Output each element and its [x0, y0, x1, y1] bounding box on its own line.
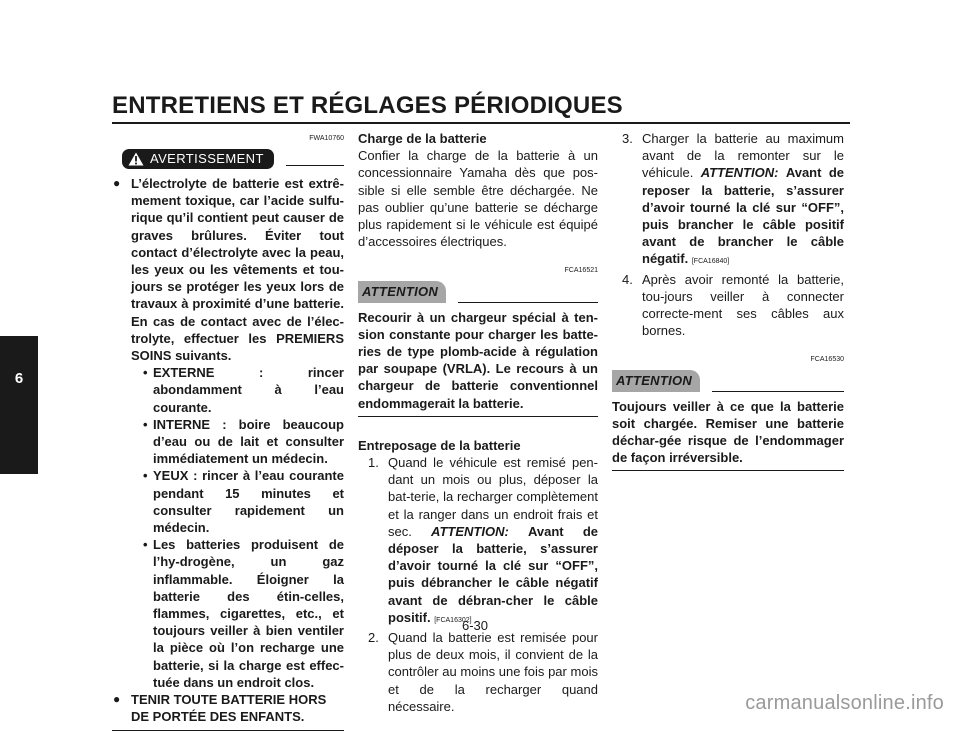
watermark: carmanualsonline.info [745, 692, 944, 714]
warning-rule [286, 165, 344, 166]
attention-text: Toujours veiller à ce que la batterie soit chargée. Remiser une batterie déchar-gée risque de l’endommager de façon irréversible. [612, 398, 844, 466]
attention-code: FCA16530 [810, 356, 844, 364]
page-number: 6-30 [462, 618, 489, 633]
attention-text: Recourir à un chargeur spécial à ten-sion constante pour charger les batte-ries de type plomb-acide à régulation par soupape (VRLA). Le recours à un chargeur de batterie conventionnel endommagerait la batterie. [358, 309, 598, 411]
list-item: 4. Après avoir remonté la batterie, tou-jours veiller à connecter correcte-ment ses câbles aux bornes. [622, 271, 844, 339]
list-item: 1. Quand le véhicule est remisé pen-dant un mois ou plus, déposer la bat-terie, la recharger complètement et la ranger dans un endroit frais et sec. ATTENTION: Avant de déposer la batterie, s’assurer d’avoir tourné la clé sur “OFF”, puis débrancher le câble négatif avant de débran-cher le câble positif. [FCA16302] [368, 455, 598, 625]
first-aid-item: • Les batteries produisent de l’hy-drogène, un gaz inflammable. Éloigner la batterie des étin-celles, flammes, cigarettes, etc., et toujours veiller à bien ventiler la pièce où l’on recharge une batterie, si la charge est effec-tuée dans un endroit clos. [143, 537, 344, 690]
page-title: ENTRETIENS ET RÉGLAGES PÉRIODIQUES [112, 92, 623, 119]
column-storage [612, 130, 844, 471]
section-heading: Charge de la batterie [358, 131, 487, 146]
column-warning [112, 130, 344, 731]
first-aid-item: • EXTERNE : rincer abondamment à l’eau courante. [143, 365, 344, 415]
attention-end-rule [612, 470, 844, 471]
bullet-icon: ● [113, 692, 121, 707]
attention-code: FCA16521 [564, 267, 598, 275]
section-heading: Entreposage de la batterie [358, 437, 521, 453]
chapter-number: 6 [14, 370, 24, 387]
warning-code: FWA10760 [309, 135, 344, 142]
chapter-tab [0, 336, 38, 474]
first-aid-item: • INTERNE : boire beaucoup d’eau ou de lait et consulter immédiatement un médecin. [143, 416, 344, 467]
attention-rule [712, 391, 844, 392]
warning-bullet [112, 175, 344, 691]
bullet-icon: ● [113, 176, 121, 190]
list-item: 3. Charger la batterie au maximum avant de la remonter sur le véhicule. ATTENTION: Avant de reposer la batterie, s’assurer d’avoir tourné la clé sur “OFF”, puis brancher le câble positif avant de brancher le câble négatif. [FCA16840] [622, 131, 844, 267]
warning-text: TENIR TOUTE BATTERIE HORS DE PORTÉE DES ENFANTS. [131, 692, 327, 725]
title-rule [112, 122, 850, 124]
first-aid-item: • YEUX : rincer à l’eau courante pendant 15 minutes et consulter rapidement un médecin. [143, 468, 344, 536]
warning-end-rule [112, 730, 344, 731]
warning-triangle-icon [128, 152, 144, 166]
attention-header [358, 281, 598, 302]
list-item: 2. Quand la batterie est remisée pour plus de deux mois, il convient de la contrôler au moins une fois par mois et de la recharger quand nécessaire. [368, 630, 598, 714]
attention-rule [458, 302, 598, 303]
paragraph: Confier la charge de la batterie à un concessionnaire Yamaha dès que pos-sible si elle semble être déchargée. Ne pas oublier qu’une batterie se décharge plus rapidement si le véhicule est équipé d’accessoires électriques. [358, 148, 598, 250]
attention-header [612, 370, 844, 391]
attention-badge: ATTENTION [612, 370, 700, 391]
warning-text: L’électrolyte de batterie est extrê-mement toxique, car l’acide sulfu-rique qu’il contient peut causer de graves brûlures. Éviter tout contact d’électrolyte avec la peau, les yeux ou les vêtements et tou-jours se protéger les yeux lors de travaux à proximité d’une batterie. En cas de contact avec de l’élec-trolyte, effectuer les PREMIERS SOINS suivants. [131, 176, 344, 364]
warning-label: AVERTISSEMENT [150, 151, 264, 166]
attention-badge: ATTENTION [358, 281, 446, 302]
warning-badge [122, 149, 274, 169]
attention-end-rule [358, 416, 598, 417]
warning-header [112, 149, 344, 169]
warning-bullet [112, 691, 344, 725]
